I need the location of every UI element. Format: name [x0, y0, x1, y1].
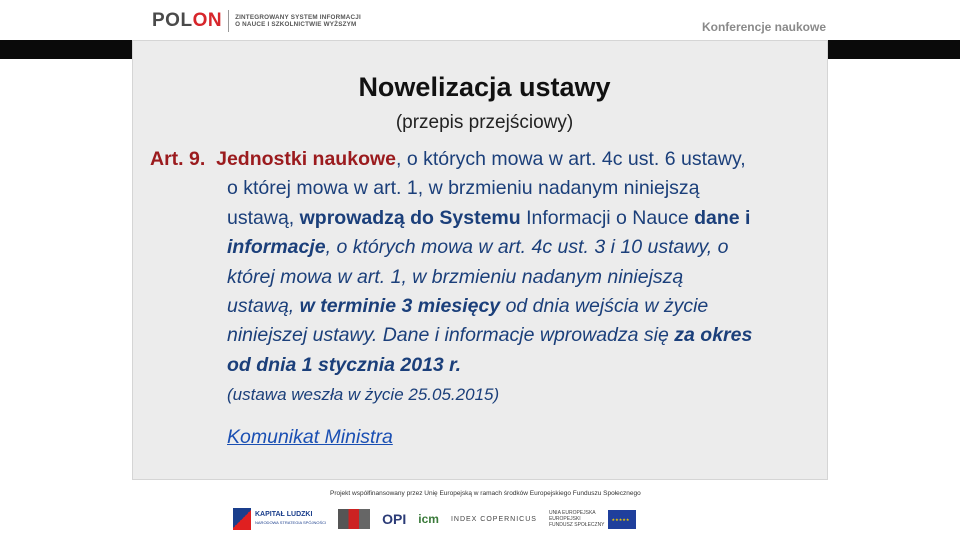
paragraph-line: niniejszej ustawy. Dane i informacje wprowadza się za okres — [227, 324, 753, 347]
paragraph-line: informacje, o których mowa w art. 4c ust. 3 i 10 ustawy, o — [227, 236, 729, 259]
eu-cofinancing-note: Projekt współfinansowany przez Unię Europejską w ramach środków Europejskiego Funduszu Społecznego — [330, 490, 641, 497]
effective-date-note: (ustawa weszła w życie 25.05.2015) — [227, 385, 500, 405]
slide-title: Nowelizacja ustawy — [358, 72, 611, 102]
paragraph-line: od dnia 1 stycznia 2013 r. — [227, 353, 462, 376]
paragraph-line: której mowa w art. 1, w brzmieniu nadanym niniejszą — [227, 265, 684, 288]
ministry-logo-icon — [338, 509, 370, 529]
paragraph-line: Art. 9. Jednostki naukowe, o których mowa w art. 4c ust. 6 ustawy, — [150, 148, 746, 170]
logo-divider — [228, 10, 229, 32]
icm-logo: icm — [418, 512, 439, 526]
opi-logo: OPI — [382, 511, 407, 527]
section-label: Konferencje naukowe — [701, 20, 826, 34]
header — [0, 0, 960, 40]
logo-text: POLON — [152, 10, 223, 31]
minister-announcement-link[interactable]: Komunikat Ministra — [227, 426, 393, 448]
logo-subtitle: ZINTEGROWANY SYSTEM INFORMACJI O NAUCE I SZKOLNICTWIE WYŻSZYM — [235, 13, 361, 28]
paragraph-line: ustawą, w terminie 3 miesięcy od dnia wejścia w życie — [227, 295, 709, 318]
kapital-ludzki-logo: KAPITAŁ LUDZKI NARODOWA STRATEGIA SPÓJNOŚCI — [233, 508, 326, 530]
eu-flag-icon — [608, 510, 636, 529]
partner-logos — [233, 501, 636, 537]
slide-body — [150, 145, 820, 410]
eu-logo: UNIA EUROPEJSKA EUROPEJSKI FUNDUSZ SPOŁECZNY ★★★★★ — [549, 510, 636, 529]
polon-logo[interactable] — [152, 8, 361, 34]
index-copernicus-logo: INDEX COPERNICUS — [450, 515, 537, 523]
footer-banner — [155, 483, 769, 540]
kapital-ludzki-icon — [233, 508, 251, 530]
paragraph-line: ustawą, wprowadzą do Systemu Informacji o Nauce dane i — [227, 206, 751, 229]
slide-subtitle: (przepis przejściowy) — [395, 112, 574, 133]
paragraph-line: o której mowa w art. 1, w brzmieniu nadanym niniejszą — [227, 177, 700, 200]
